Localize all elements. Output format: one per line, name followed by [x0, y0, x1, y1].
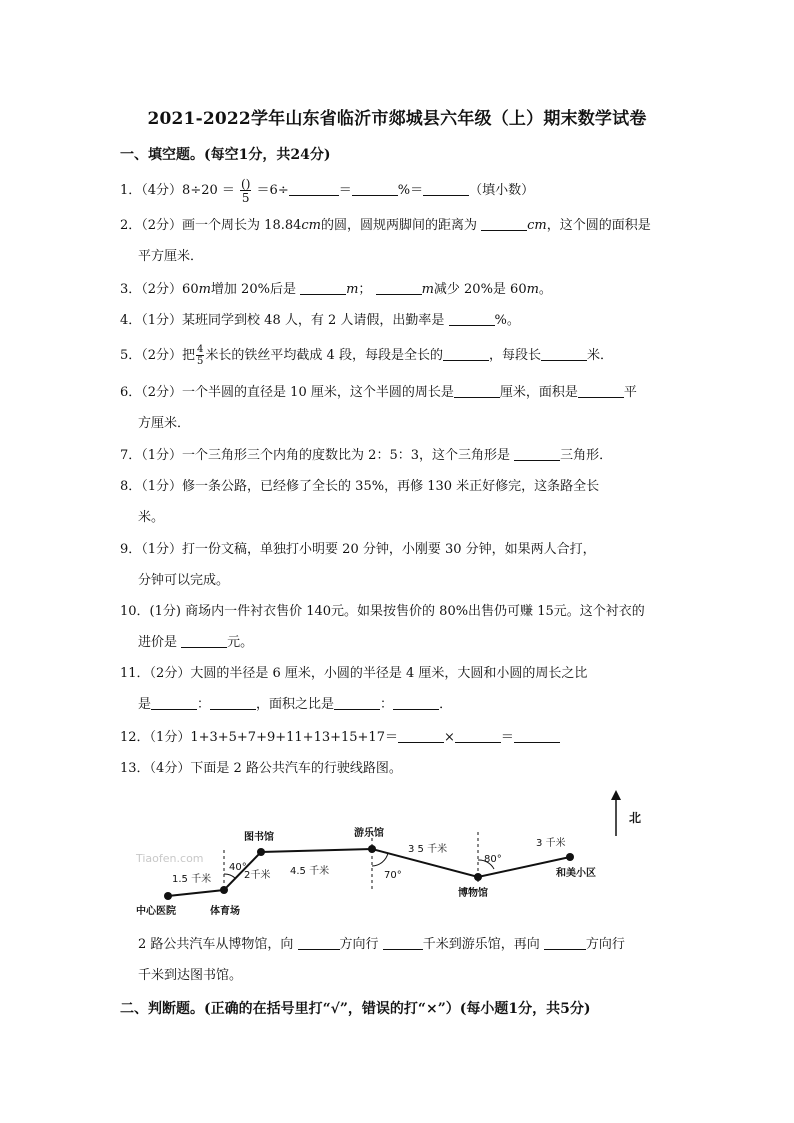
station-label-3: 游乐馆	[354, 828, 384, 839]
station-label-4: 博物馆	[458, 888, 488, 899]
q2-unit-1: cm	[301, 218, 322, 233]
question-1	[120, 175, 676, 206]
angle-label-2: 80°	[484, 854, 502, 865]
q2-unit-2: cm	[527, 218, 547, 233]
station-dot-tushuguan	[257, 848, 265, 856]
q1-fraction	[240, 178, 251, 204]
q12-a: 12．（1分）1+3+5+7+9+11+13+15+17＝	[120, 730, 398, 745]
q10-b: 进价是	[138, 635, 182, 650]
q2-tail: ，这个圆的面积是	[546, 218, 651, 233]
q13b-a: 2 路公共汽车从博物馆，向	[138, 937, 298, 952]
bus-route-diagram	[132, 786, 662, 926]
section-2-heading: 二、判断题。(正确的在括号里打“√”，错误的打“×”）(每小题1分，共5分)	[120, 1001, 591, 1017]
station-label-1: 体育场	[210, 906, 240, 917]
question-5	[120, 340, 676, 371]
q2-mid: 的圆，圆规两脚间的距离为	[321, 218, 482, 233]
q3-m1: m	[198, 282, 211, 297]
q5-a: 5．（2分）把	[120, 348, 196, 363]
q11-blank-1[interactable]	[151, 695, 197, 710]
station-dot-zhongxinyiyuan	[164, 892, 172, 900]
question-7	[120, 440, 676, 471]
q10-blank[interactable]	[181, 633, 227, 648]
q3-a: 3．（2分）60	[120, 282, 199, 297]
north-label: 北	[629, 811, 642, 825]
q4-blank[interactable]	[449, 311, 495, 326]
question-2	[120, 210, 676, 272]
q1-eq2: ＝	[338, 183, 352, 198]
q3-e: 。	[538, 282, 552, 297]
q1-pct: %＝	[397, 183, 424, 198]
q6-b: 厘米，面积是	[499, 385, 578, 400]
q5-frac-num: 4	[197, 343, 204, 355]
q13-blank-3[interactable]	[544, 935, 586, 950]
q4-tail: %。	[494, 313, 520, 328]
q1-frac-den: 5	[241, 190, 250, 205]
station-dot-hemeixiaoqu	[566, 853, 574, 861]
q2-blank-1[interactable]	[481, 216, 527, 231]
q3-c: ；	[358, 282, 376, 297]
q13b-c: 千米到游乐馆，再向	[422, 937, 544, 952]
q12-blank-2[interactable]	[455, 728, 501, 743]
q6-blank-2[interactable]	[578, 383, 624, 398]
q5-d: 米．	[586, 348, 613, 363]
q3-blank-2[interactable]	[376, 280, 422, 295]
q13-blank-1[interactable]	[298, 935, 340, 950]
question-10	[120, 596, 676, 658]
q6-blank-1[interactable]	[454, 383, 500, 398]
q9-line-1: 9．（1分）打一份文稿，单独打小明要 20 分钟，小刚要 30 分钟，如果两人合打，	[120, 542, 596, 557]
q5-blank-1[interactable]	[443, 346, 489, 361]
q8-line-2: 米。	[138, 510, 165, 525]
q3-m4: m	[526, 282, 539, 297]
bus-route-map	[132, 786, 662, 926]
q1-mid: ＝6÷	[256, 183, 289, 198]
distance-label-2: 4.5 千米	[290, 866, 330, 877]
question-8	[120, 471, 676, 533]
q1-blank-3[interactable]	[423, 181, 469, 196]
q11-c: ：	[197, 697, 211, 712]
station-label-0: 中心医院	[136, 906, 176, 917]
q6-c: 平	[623, 385, 637, 400]
distance-label-3: 3 5 千米	[408, 844, 448, 855]
q5-fraction	[196, 345, 204, 367]
angle-arc-70	[372, 853, 388, 866]
distance-label-0: 1.5 千米	[172, 874, 212, 885]
north-arrow-head	[611, 790, 621, 800]
q3-m3: m	[421, 282, 434, 297]
q1-frac-num: ()	[241, 176, 251, 191]
map-watermark: Tiaofen.com	[136, 852, 204, 865]
q3-b: 增加 20%后是	[210, 282, 301, 297]
q4-text: 4．（1分）某班同学到校 48 人，有 2 人请假，出勤率是	[120, 313, 449, 328]
q11-b: 是	[138, 697, 152, 712]
q13b-d: 方向行	[585, 937, 625, 952]
station-label-2: 图书馆	[244, 832, 274, 843]
q3-m2: m	[346, 282, 359, 297]
question-9	[120, 534, 676, 596]
q5-b: 米长的铁丝平均截成 4 段，每段是全长的	[205, 348, 443, 363]
angle-label-1: 70°	[384, 870, 402, 881]
station-label-5: 和美小区	[556, 868, 596, 879]
angle-arc-40	[224, 874, 235, 878]
question-6	[120, 377, 676, 439]
q11-e: ：	[380, 697, 394, 712]
q5-blank-2[interactable]	[541, 346, 587, 361]
q13b-b: 方向行	[339, 937, 383, 952]
q11-blank-2[interactable]	[210, 695, 256, 710]
section-1-heading: 一、填空题。(每空1分，共24分)	[120, 147, 331, 163]
q1-blank-1[interactable]	[289, 181, 339, 196]
q11-line-1: 11．（2分）大圆的半径是 6 厘米，小圆的半径是 4 厘米，大圆和小圆的周长之比	[120, 666, 588, 681]
q9-line-2: 分钟可以完成。	[138, 573, 230, 588]
question-13-fill	[120, 929, 676, 991]
station-dot-tiyuchang	[220, 886, 228, 894]
question-12	[120, 722, 676, 753]
q1-tail: （填小数）	[469, 183, 535, 198]
question-11	[120, 658, 676, 720]
q12-blank-1[interactable]	[398, 728, 444, 743]
q2-prefix: 2．（2分）画一个周长为 18.84	[120, 218, 302, 233]
q8-line-1: 8．（1分）修一条公路，已经修了全长的 35%，再修 130 米正好修完，这条路全长	[120, 479, 600, 494]
angle-label-0: 40°	[229, 862, 247, 873]
q11-blank-4[interactable]	[393, 695, 439, 710]
q6-a: 6．（2分）一个半圆的直径是 10 厘米，这个半圆的周长是	[120, 385, 454, 400]
q6-line-2: 方厘米．	[138, 416, 191, 431]
q7-a: 7．（1分）一个三角形三个内角的度数比为 2：5：3，这个三角形是	[120, 448, 515, 463]
q12-b: ×	[443, 730, 455, 745]
station-dot-youleguan	[368, 845, 376, 853]
q5-c: ，每段长	[488, 348, 541, 363]
distance-label-4: 3 千米	[536, 838, 566, 849]
q2-line-2: 平方厘米．	[138, 249, 204, 264]
q7-b: 三角形．	[560, 448, 613, 463]
question-4	[120, 305, 676, 336]
station-dot-bowuguan	[474, 873, 482, 881]
q12-blank-3[interactable]	[514, 728, 560, 743]
question-13	[120, 753, 676, 784]
q13b-line-2: 千米到达图书馆。	[138, 968, 243, 983]
q13-blank-2[interactable]	[383, 935, 423, 950]
q3-d: 减少 20%是 60	[433, 282, 527, 297]
q10-c: 元。	[227, 635, 254, 650]
exam-title: 2021-2022学年山东省临沂市郯城县六年级（上）期末数学试卷	[147, 109, 647, 129]
distance-label-1: 2千米	[244, 870, 271, 881]
q11-d: ，面积之比是	[256, 697, 335, 712]
q5-frac-den: 5	[197, 355, 204, 367]
q1-blank-2[interactable]	[352, 181, 398, 196]
q11-f: ．	[439, 697, 453, 712]
q12-c: ＝	[500, 730, 514, 745]
q7-blank[interactable]	[514, 446, 560, 461]
q10-line-1: 10．(1分) 商场内一件衬衣售价 140元。如果按售价的 80%出售仍可赚 15元。这个衬衣的	[120, 604, 645, 619]
q13-line-1: 13．（4分）下面是 2 路公共汽车的行驶线路图。	[120, 761, 402, 776]
q1-prefix: 1．（4分）8÷20 ＝	[120, 183, 235, 198]
q11-blank-3[interactable]	[334, 695, 380, 710]
q3-blank-1[interactable]	[300, 280, 346, 295]
question-3	[120, 274, 676, 305]
